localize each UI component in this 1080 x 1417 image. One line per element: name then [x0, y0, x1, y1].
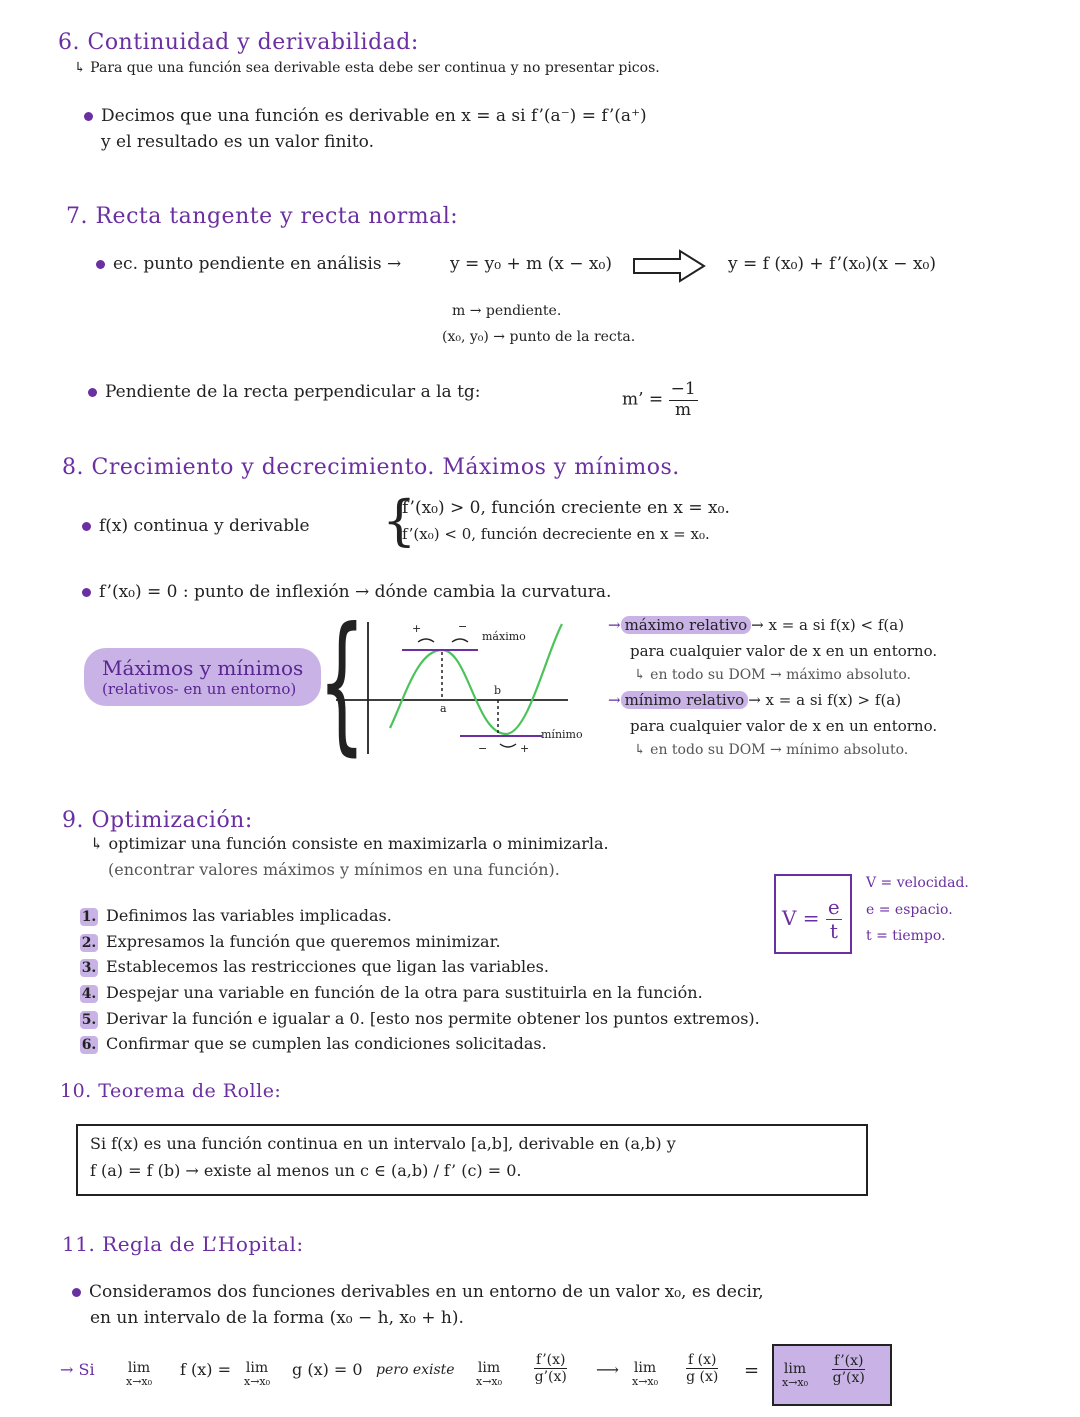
- limit-2: lim x→x₀: [244, 1360, 271, 1389]
- section-7-title: 7. Recta tangente y recta normal:: [66, 204, 459, 229]
- derivative-ratio-2: $\frac{f’(x)}{g’(x)}$: [832, 1353, 865, 1387]
- section-9-title: 9. Optimización:: [62, 808, 253, 833]
- frac-numerator: e: [827, 895, 840, 919]
- sign-minus-right: −: [458, 620, 468, 633]
- section-6-bullet-line2: y el resultado es un valor finito.: [101, 132, 375, 152]
- pill-subtitle: (relativos- en un entorno): [102, 680, 297, 698]
- limit-5: lim x→x₀: [782, 1361, 809, 1390]
- f-equals: f (x) =: [180, 1360, 232, 1379]
- limit-4: lim x→x₀: [632, 1360, 659, 1389]
- limit-1: lim x→x₀: [126, 1360, 153, 1389]
- point-definition: (x₀, y₀) → punto de la recta.: [442, 329, 636, 345]
- section-11-bullet-line2: en un intervalo de la forma (x₀ − h, x₀ + h).: [90, 1308, 464, 1328]
- section-9-line2: (encontrar valores máximos y mínimos en una función).: [108, 860, 560, 879]
- case-increasing: f’(x₀) > 0, función creciente en x = x₀.: [402, 498, 730, 518]
- bullet-dot: [82, 588, 91, 597]
- step-3: 3. Establecemos las restricciones que ligan las variables.: [81, 957, 549, 976]
- min-abs-line: ↳ en todo su DOM → mínimo absoluto.: [634, 742, 909, 758]
- label-min: mínimo: [541, 728, 583, 741]
- velocity-formula-box: [774, 874, 852, 954]
- section-8-bullet1: f(x) continua y derivable: [82, 516, 310, 536]
- section-8-bullet2: f’(x₀) = 0 : punto de inflexión → dónde cambia la curvatura.: [82, 582, 611, 602]
- implies-arrow-icon: [632, 248, 708, 284]
- concave-down-arc-icon: [418, 639, 434, 642]
- section-7-bullet2: Pendiente de la recta perpendicular a la tg:: [88, 382, 481, 402]
- rolle-line1: Si f(x) es una función continua en un intervalo [a,b], derivable en (a,b) y: [90, 1134, 676, 1153]
- label-b: b: [494, 684, 502, 697]
- frac-denominator: m: [675, 399, 692, 420]
- min-rel-line: → mínimo relativo → x = a si f(x) > f(a): [608, 691, 902, 709]
- perpendicular-slope-formula: m’ = $\frac{-1}{m}$: [622, 379, 696, 420]
- rule-start: → Si: [60, 1360, 95, 1379]
- max-min-pill: [84, 648, 321, 706]
- lhopital-result-box: [772, 1344, 892, 1406]
- point-slope-equation: y = y₀ + m (x − x₀): [450, 254, 612, 274]
- min-rel-highlight: mínimo relativo: [621, 691, 749, 709]
- max-rel-line2: para cualquier valor de x en un entorno.: [630, 642, 938, 660]
- pill-title: Máximos y mínimos: [102, 656, 304, 680]
- rolle-line2: f (a) = f (b) → existe al menos un c ∈ (a,b) / f’ (c) = 0.: [90, 1161, 522, 1180]
- section-9-line1: ↳ optimizar una función consiste en maximizarla o minimizarla.: [90, 834, 609, 853]
- g-equals-zero: g (x) = 0: [292, 1360, 363, 1379]
- sign-plus-left: +: [412, 622, 422, 635]
- bullet-dot: [96, 260, 105, 269]
- implies-arrow: ⟶: [596, 1360, 619, 1379]
- sign-minus-left: −: [478, 742, 488, 755]
- step-2: 2. Expresamos la función que queremos minimizar.: [81, 932, 501, 951]
- function-curve: [390, 624, 562, 734]
- frac-denominator: t: [829, 919, 838, 943]
- section-6-bullet-line1: Decimos que una función es derivable en x = a si f’(a⁻) = f’(a⁺): [84, 106, 647, 126]
- section-11-title: 11. Regla de L’Hopital:: [62, 1232, 304, 1256]
- step-5: 5. Derivar la función e igualar a 0. [esto nos permite obtener los puntos extremos).: [81, 1009, 760, 1028]
- rolle-theorem-box: [76, 1124, 868, 1196]
- sign-plus-right: +: [520, 742, 530, 755]
- step-4: 4. Despejar una variable en función de la otra para sustituirla en la función.: [81, 983, 703, 1002]
- section-8-title: 8. Crecimiento y decrecimiento. Máximos y mínimos.: [62, 455, 680, 480]
- max-rel-line: → máximo relativo → x = a si f(x) < f(a): [608, 616, 905, 634]
- pero-existe: pero existe: [376, 1362, 455, 1378]
- tangent-line-equation: y = f (x₀) + f’(x₀)(x − x₀): [728, 254, 936, 274]
- function-ratio: $\frac{f (x)}{g (x)}$: [686, 1352, 719, 1386]
- bullet-dot: [88, 388, 97, 397]
- step-1: 1. Definimos las variables implicadas.: [81, 906, 392, 925]
- max-min-graph: [336, 614, 586, 764]
- concave-up-arc-icon: [500, 744, 516, 747]
- step-6: 6. Confirmar que se cumplen las condiciones solicitadas.: [81, 1034, 547, 1053]
- t-definition: t = tiempo.: [866, 928, 946, 944]
- min-rel-line2: para cualquier valor de x en un entorno.: [630, 717, 938, 735]
- equals-sign: =: [744, 1360, 760, 1381]
- m-definition: m → pendiente.: [452, 303, 562, 319]
- section-6-note: ↳ Para que una función sea derivable esta debe ser continua y no presentar picos.: [74, 60, 660, 76]
- label-a: a: [440, 702, 447, 715]
- section-6-title: 6. Continuidad y derivabilidad:: [58, 30, 419, 55]
- label-max: máximo: [482, 630, 526, 643]
- limit-3: lim x→x₀: [476, 1360, 503, 1389]
- max-abs-line: ↳ en todo su DOM → máximo absoluto.: [634, 667, 911, 683]
- section-11-bullet-line1: Consideramos dos funciones derivables en un entorno de un valor x₀, es decir,: [72, 1282, 764, 1302]
- v-definition: V = velocidad.: [866, 875, 969, 891]
- e-definition: e = espacio.: [866, 902, 953, 918]
- frac-numerator: −1: [670, 379, 696, 399]
- derivative-ratio-1: $\frac{f’(x)}{g’(x)}$: [534, 1352, 567, 1386]
- brace-icon: {: [382, 489, 417, 552]
- concave-down-arc-icon: [452, 639, 468, 642]
- max-rel-highlight: máximo relativo: [621, 616, 752, 634]
- case-decreasing: f’(x₀) < 0, función decreciente en x = x₀.: [402, 525, 710, 543]
- bullet-dot: [72, 1288, 81, 1297]
- bullet-dot: [82, 522, 91, 531]
- velocity-formula: V = $\frac{e}{t}$: [782, 895, 840, 943]
- section-7-bullet1: ec. punto pendiente en análisis →: [96, 254, 401, 274]
- bullet-dot: [84, 112, 93, 121]
- section-10-title: 10. Teorema de Rolle:: [60, 1080, 282, 1102]
- big-brace-icon: {: [318, 596, 366, 770]
